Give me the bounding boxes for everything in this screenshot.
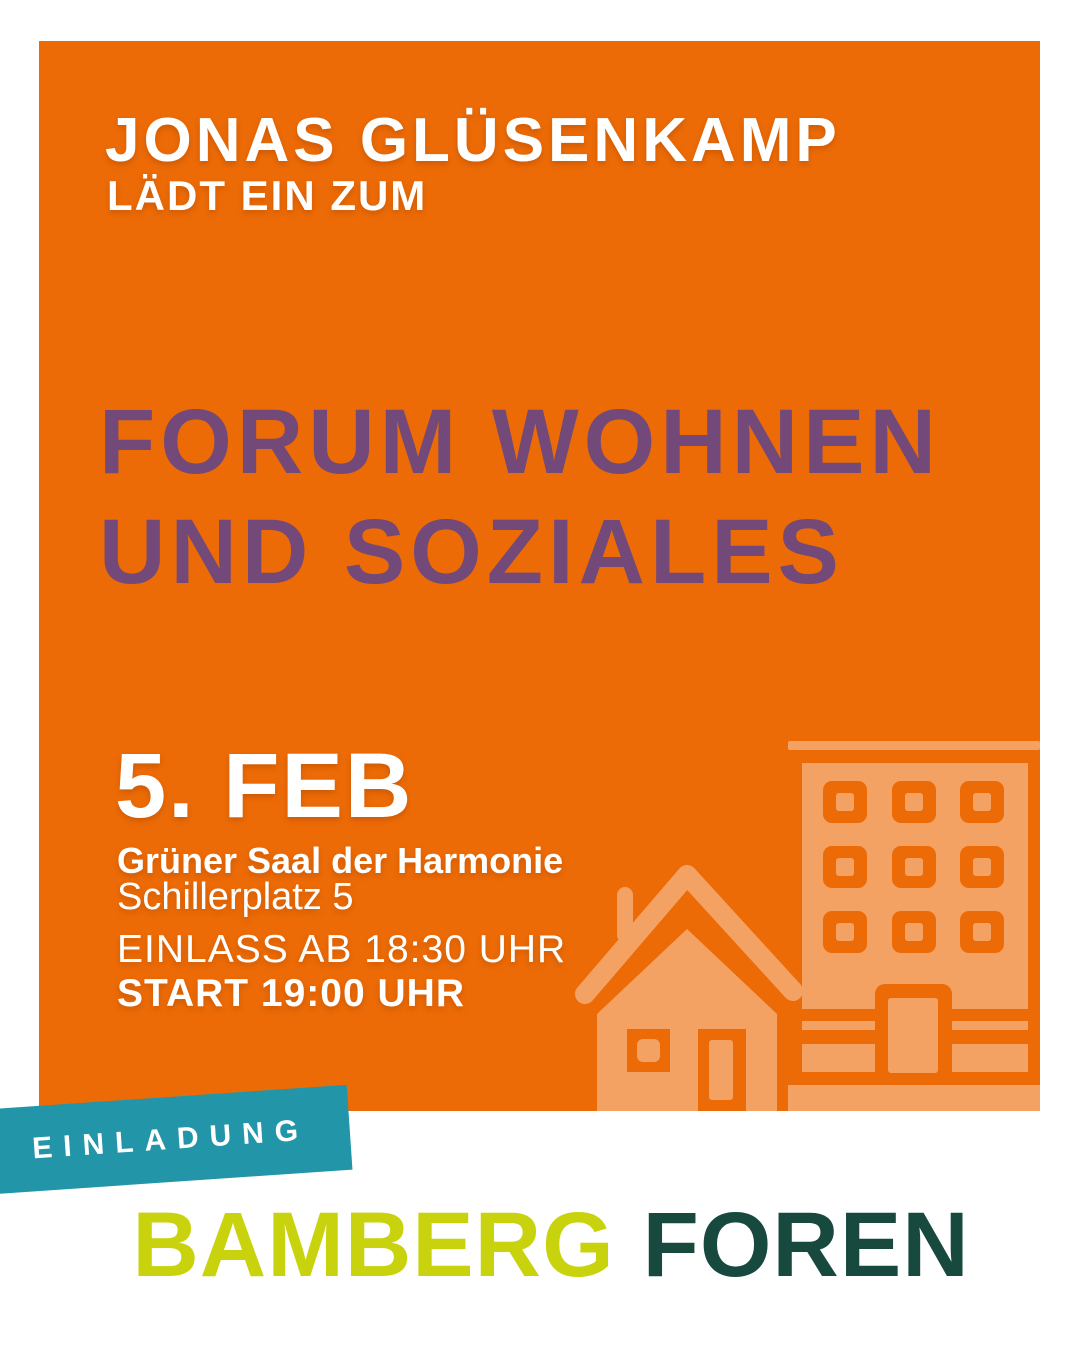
admission-time: EINLASS AB 18:30 UHR: [117, 928, 567, 971]
apartment-building-icon: [788, 741, 1040, 1111]
start-time: START 19:00 UHR: [117, 972, 466, 1015]
brand-word-bamberg: BAMBERG: [132, 1194, 615, 1296]
event-date: 5. FEB: [115, 735, 414, 837]
banner-label: EINLADUNG: [31, 1113, 311, 1166]
brand-word-foren: FOREN: [642, 1194, 970, 1296]
brand-logo: [11, 1193, 1080, 1298]
venue-address: Schillerplatz 5: [117, 876, 354, 918]
event-title: [99, 387, 941, 607]
orange-panel: [39, 41, 1040, 1111]
host-name: JONAS GLÜSENKAMP: [105, 106, 841, 175]
house-icon: [585, 875, 793, 1111]
event-title-line2: UND SOZIALES: [99, 501, 844, 603]
event-title-line1: FORUM WOHNEN: [99, 391, 941, 493]
venue-name: Grüner Saal der Harmonie: [117, 840, 564, 881]
buildings-illustration: [560, 721, 1040, 1111]
invite-line: LÄDT EIN ZUM: [107, 172, 428, 219]
